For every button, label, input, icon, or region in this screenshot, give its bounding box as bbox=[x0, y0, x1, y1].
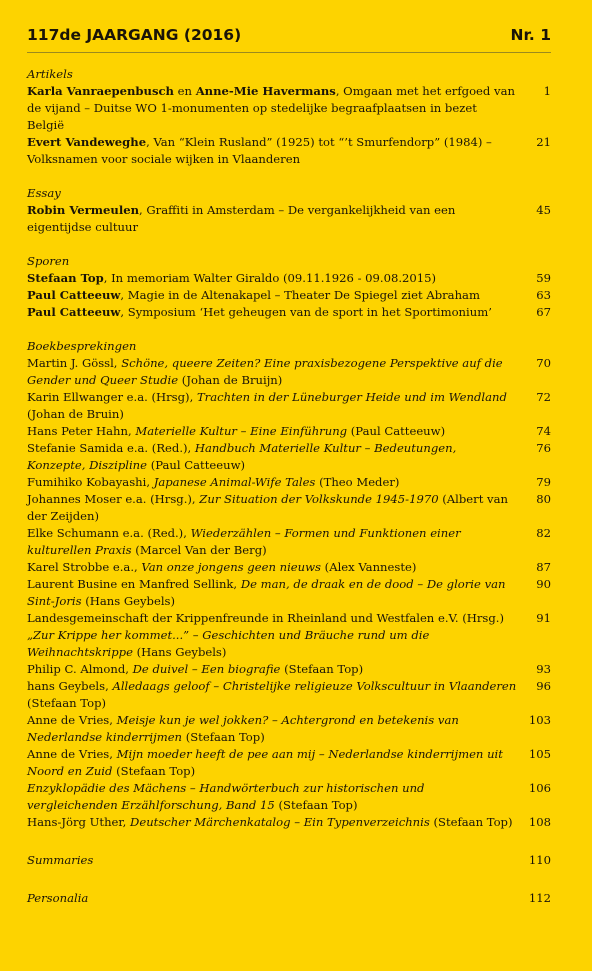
toc-entry[interactable] bbox=[27, 559, 551, 576]
toc-entry[interactable] bbox=[27, 270, 551, 287]
entry-title: Schöne, queere Zeiten? Eine praxisbezogene Perspektive auf die Gender und Queer Studie bbox=[27, 356, 503, 387]
entry-author: Paul Catteeuw bbox=[27, 288, 121, 302]
entry-page: 1 bbox=[543, 84, 551, 98]
entry-author: hans Geybels, bbox=[27, 679, 113, 693]
entry-title: Materielle Kultur – Eine Einführung bbox=[135, 424, 348, 438]
entry-title: , Omgaan met het erfgoed van de vijand – Duitse WO 1-monumenten op stedelijke begraafplaatsen in bezet België bbox=[27, 84, 515, 132]
toc-entry[interactable] bbox=[27, 780, 551, 814]
entry-title: , Van “Klein Rusland” (1925) tot “’t Smurfendorp” (1984) – Volksnamen voor sociale wijken in Vlaanderen bbox=[27, 135, 492, 166]
toc-entry[interactable] bbox=[27, 134, 551, 168]
entry-page: 93 bbox=[536, 662, 551, 676]
entry-page: 91 bbox=[536, 611, 551, 625]
entry-author: Landesgemeinschaft der Krippenfreunde in Rheinland und Westfalen e.V. (Hrsg.) bbox=[27, 611, 504, 625]
toc-entry[interactable] bbox=[27, 576, 551, 610]
entry-page: 59 bbox=[536, 271, 551, 285]
entry-page: 80 bbox=[536, 492, 551, 506]
entry-author: Karla Vanraepenbusch bbox=[27, 84, 174, 98]
entry-title: , Magie in de Altenakapel – Theater De Spiegel ziet Abraham bbox=[120, 288, 480, 302]
toc-entry[interactable] bbox=[27, 83, 551, 134]
entry-reviewer: (Stefaan Top) bbox=[280, 662, 364, 676]
entry-title: Wiederzählen – Formen und Funktionen einer kulturellen Praxis bbox=[27, 526, 461, 557]
entry-joiner: en bbox=[173, 84, 196, 98]
entry-author: Anne de Vries, bbox=[27, 747, 117, 761]
toc-entry[interactable] bbox=[27, 525, 551, 559]
toc-entry[interactable] bbox=[27, 712, 551, 746]
toc-entry[interactable] bbox=[27, 491, 551, 525]
entry-title: , In memoriam Walter Giraldo (09.11.1926 - 09.08.2015) bbox=[103, 271, 437, 285]
section-sporen bbox=[27, 253, 551, 321]
entry-title: Handbuch Materielle Kultur – Bedeutungen, Konzepte, Diszipline bbox=[27, 441, 457, 472]
entry-author: Philip C. Almond, bbox=[27, 662, 133, 676]
entry-page: 21 bbox=[536, 135, 551, 149]
entry-title: Meisje kun je wel jokken? – Achtergrond en betekenis van Nederlandse kinderrijmen bbox=[27, 713, 459, 744]
entry-author: Fumihiko Kobayashi, bbox=[27, 475, 154, 489]
entry-page: 72 bbox=[536, 390, 551, 404]
review-list bbox=[27, 355, 551, 831]
entry-title: De duivel – Een biografie bbox=[132, 662, 281, 676]
entry-page: 79 bbox=[536, 475, 551, 489]
entry-title: Deutscher Märchenkatalog – Ein Typenverzeichnis bbox=[130, 815, 430, 829]
entry-page: 63 bbox=[536, 288, 551, 302]
toc-entry[interactable] bbox=[27, 661, 551, 678]
entry-author: Evert Vandeweghe bbox=[27, 135, 147, 149]
entry-author: Stefanie Samida e.a. (Red.), bbox=[27, 441, 195, 455]
section-heading: Boekbesprekingen bbox=[27, 339, 137, 353]
entry-page: 103 bbox=[528, 713, 551, 727]
toc-content bbox=[27, 66, 551, 907]
toc-entry-personalia[interactable] bbox=[27, 890, 551, 907]
entry-author: Robin Vermeulen bbox=[27, 203, 140, 217]
entry-author: Martin J. Gössl, bbox=[27, 356, 122, 370]
section-essay bbox=[27, 185, 551, 236]
entry-author: Laurent Busine en Manfred Sellink, bbox=[27, 577, 241, 591]
entry-author: Hans-Jörg Uther, bbox=[27, 815, 131, 829]
toc-entry[interactable] bbox=[27, 202, 551, 236]
entry-reviewer: (Johan de Bruin) bbox=[27, 407, 124, 421]
issue-number: Nr. 1 bbox=[510, 26, 551, 44]
entry-author: Paul Catteeuw bbox=[27, 305, 121, 319]
entry-page: 106 bbox=[528, 781, 551, 795]
entry-reviewer: (Johan de Bruijn) bbox=[178, 373, 283, 387]
entry-page: 82 bbox=[536, 526, 551, 540]
toc-entry[interactable] bbox=[27, 287, 551, 304]
entry-page: 76 bbox=[536, 441, 551, 455]
toc-entry-summaries[interactable] bbox=[27, 852, 551, 869]
entry-title: , Graffiti in Amsterdam – De vergankelijkheid van een eigentijdse cultuur bbox=[27, 203, 456, 234]
toc-entry[interactable] bbox=[27, 355, 551, 389]
entry-title: Personalia bbox=[27, 891, 89, 905]
entry-page: 70 bbox=[536, 356, 551, 370]
entry-author: Elke Schumann e.a. (Red.), bbox=[27, 526, 191, 540]
entry-page: 90 bbox=[536, 577, 551, 591]
section-boekbesprekingen bbox=[27, 338, 551, 831]
entry-page: 108 bbox=[528, 815, 551, 829]
entry-page: 67 bbox=[536, 305, 551, 319]
entry-reviewer: (Stefaan Top) bbox=[112, 764, 196, 778]
entry-reviewer: (Paul Catteeuw) bbox=[347, 424, 446, 438]
toc-entry[interactable] bbox=[27, 304, 551, 321]
entry-page: 45 bbox=[536, 203, 551, 217]
entry-author: Stefaan Top bbox=[27, 271, 104, 285]
entry-title: Japanese Animal-Wife Tales bbox=[153, 475, 316, 489]
entry-page: 110 bbox=[528, 853, 551, 867]
entry-reviewer: (Stefaan Top) bbox=[274, 798, 358, 812]
entry-reviewer: (Hans Geybels) bbox=[132, 645, 227, 659]
toc-entry[interactable] bbox=[27, 814, 551, 831]
toc-header bbox=[27, 26, 551, 44]
entry-page: 112 bbox=[528, 891, 551, 905]
entry-title: Enzyklopädie des Mächens – Handwörterbuch zur historischen und vergleichenden Erzählforschung, Band 15 bbox=[27, 781, 425, 812]
entry-page: 105 bbox=[528, 747, 551, 761]
entry-page: 87 bbox=[536, 560, 551, 574]
entry-reviewer: (Stefaan Top) bbox=[182, 730, 265, 744]
entry-title: , Symposium ‘Het geheugen van de sport in het Sportimonium’ bbox=[120, 305, 492, 319]
entry-reviewer: (Alex Vanneste) bbox=[320, 560, 417, 574]
entry-title: Van onze jongens geen nieuws bbox=[141, 560, 321, 574]
entry-author: Anne-Mie Havermans bbox=[195, 84, 336, 98]
entry-author: Johannes Moser e.a. (Hrsg.), bbox=[27, 492, 200, 506]
toc-entry[interactable] bbox=[27, 440, 551, 474]
toc-entry[interactable] bbox=[27, 389, 551, 423]
entry-reviewer: (Paul Catteeuw) bbox=[147, 458, 246, 472]
section-heading: Artikels bbox=[27, 67, 73, 81]
entry-page: 74 bbox=[536, 424, 551, 438]
section-heading: Essay bbox=[27, 186, 61, 200]
toc-entry[interactable] bbox=[27, 474, 551, 491]
section-artikels bbox=[27, 66, 551, 168]
entry-title: Mijn moeder heeft de pee aan mij – Nederlandse kinderrijmen uit Noord en Zuid bbox=[27, 747, 503, 778]
entry-title: Summaries bbox=[27, 853, 94, 867]
entry-title: Alledaags geloof – Christelijke religieuze Volkscultuur in Vlaanderen bbox=[112, 679, 517, 693]
entry-reviewer: (Stefaan Top) bbox=[429, 815, 513, 829]
entry-reviewer: (Theo Meder) bbox=[315, 475, 400, 489]
section-heading: Sporen bbox=[27, 254, 70, 268]
entry-reviewer: (Marcel Van der Berg) bbox=[131, 543, 267, 557]
toc-entry[interactable] bbox=[27, 678, 551, 712]
toc-entry[interactable] bbox=[27, 423, 551, 440]
entry-title: „Zur Krippe her kommet...” – Geschichten und Bräuche rund um die Weihnachtskrippe bbox=[27, 628, 430, 659]
toc-entry[interactable] bbox=[27, 746, 551, 780]
entry-reviewer: (Hans Geybels) bbox=[81, 594, 176, 608]
entry-author: Karin Ellwanger e.a. (Hrsg), bbox=[27, 390, 197, 404]
toc-entry[interactable] bbox=[27, 610, 551, 661]
entry-author: Karel Strobbe e.a., bbox=[27, 560, 142, 574]
volume-title: 117de JAARGANG (2016) bbox=[27, 26, 242, 44]
entry-author: Anne de Vries, bbox=[27, 713, 117, 727]
entry-title: Zur Situation der Volkskunde 1945-1970 bbox=[199, 492, 439, 506]
entry-title: Trachten in der Lüneburger Heide und im Wendland bbox=[196, 390, 507, 404]
entry-reviewer: (Stefaan Top) bbox=[27, 696, 107, 710]
entry-reviewer: (Albert van der Zeijden) bbox=[27, 492, 508, 523]
entry-author: Hans Peter Hahn, bbox=[27, 424, 136, 438]
header-divider bbox=[27, 52, 551, 53]
entry-page: 96 bbox=[536, 679, 551, 693]
entry-title: De man, de draak en de dood – De glorie van Sint-Joris bbox=[27, 577, 506, 608]
